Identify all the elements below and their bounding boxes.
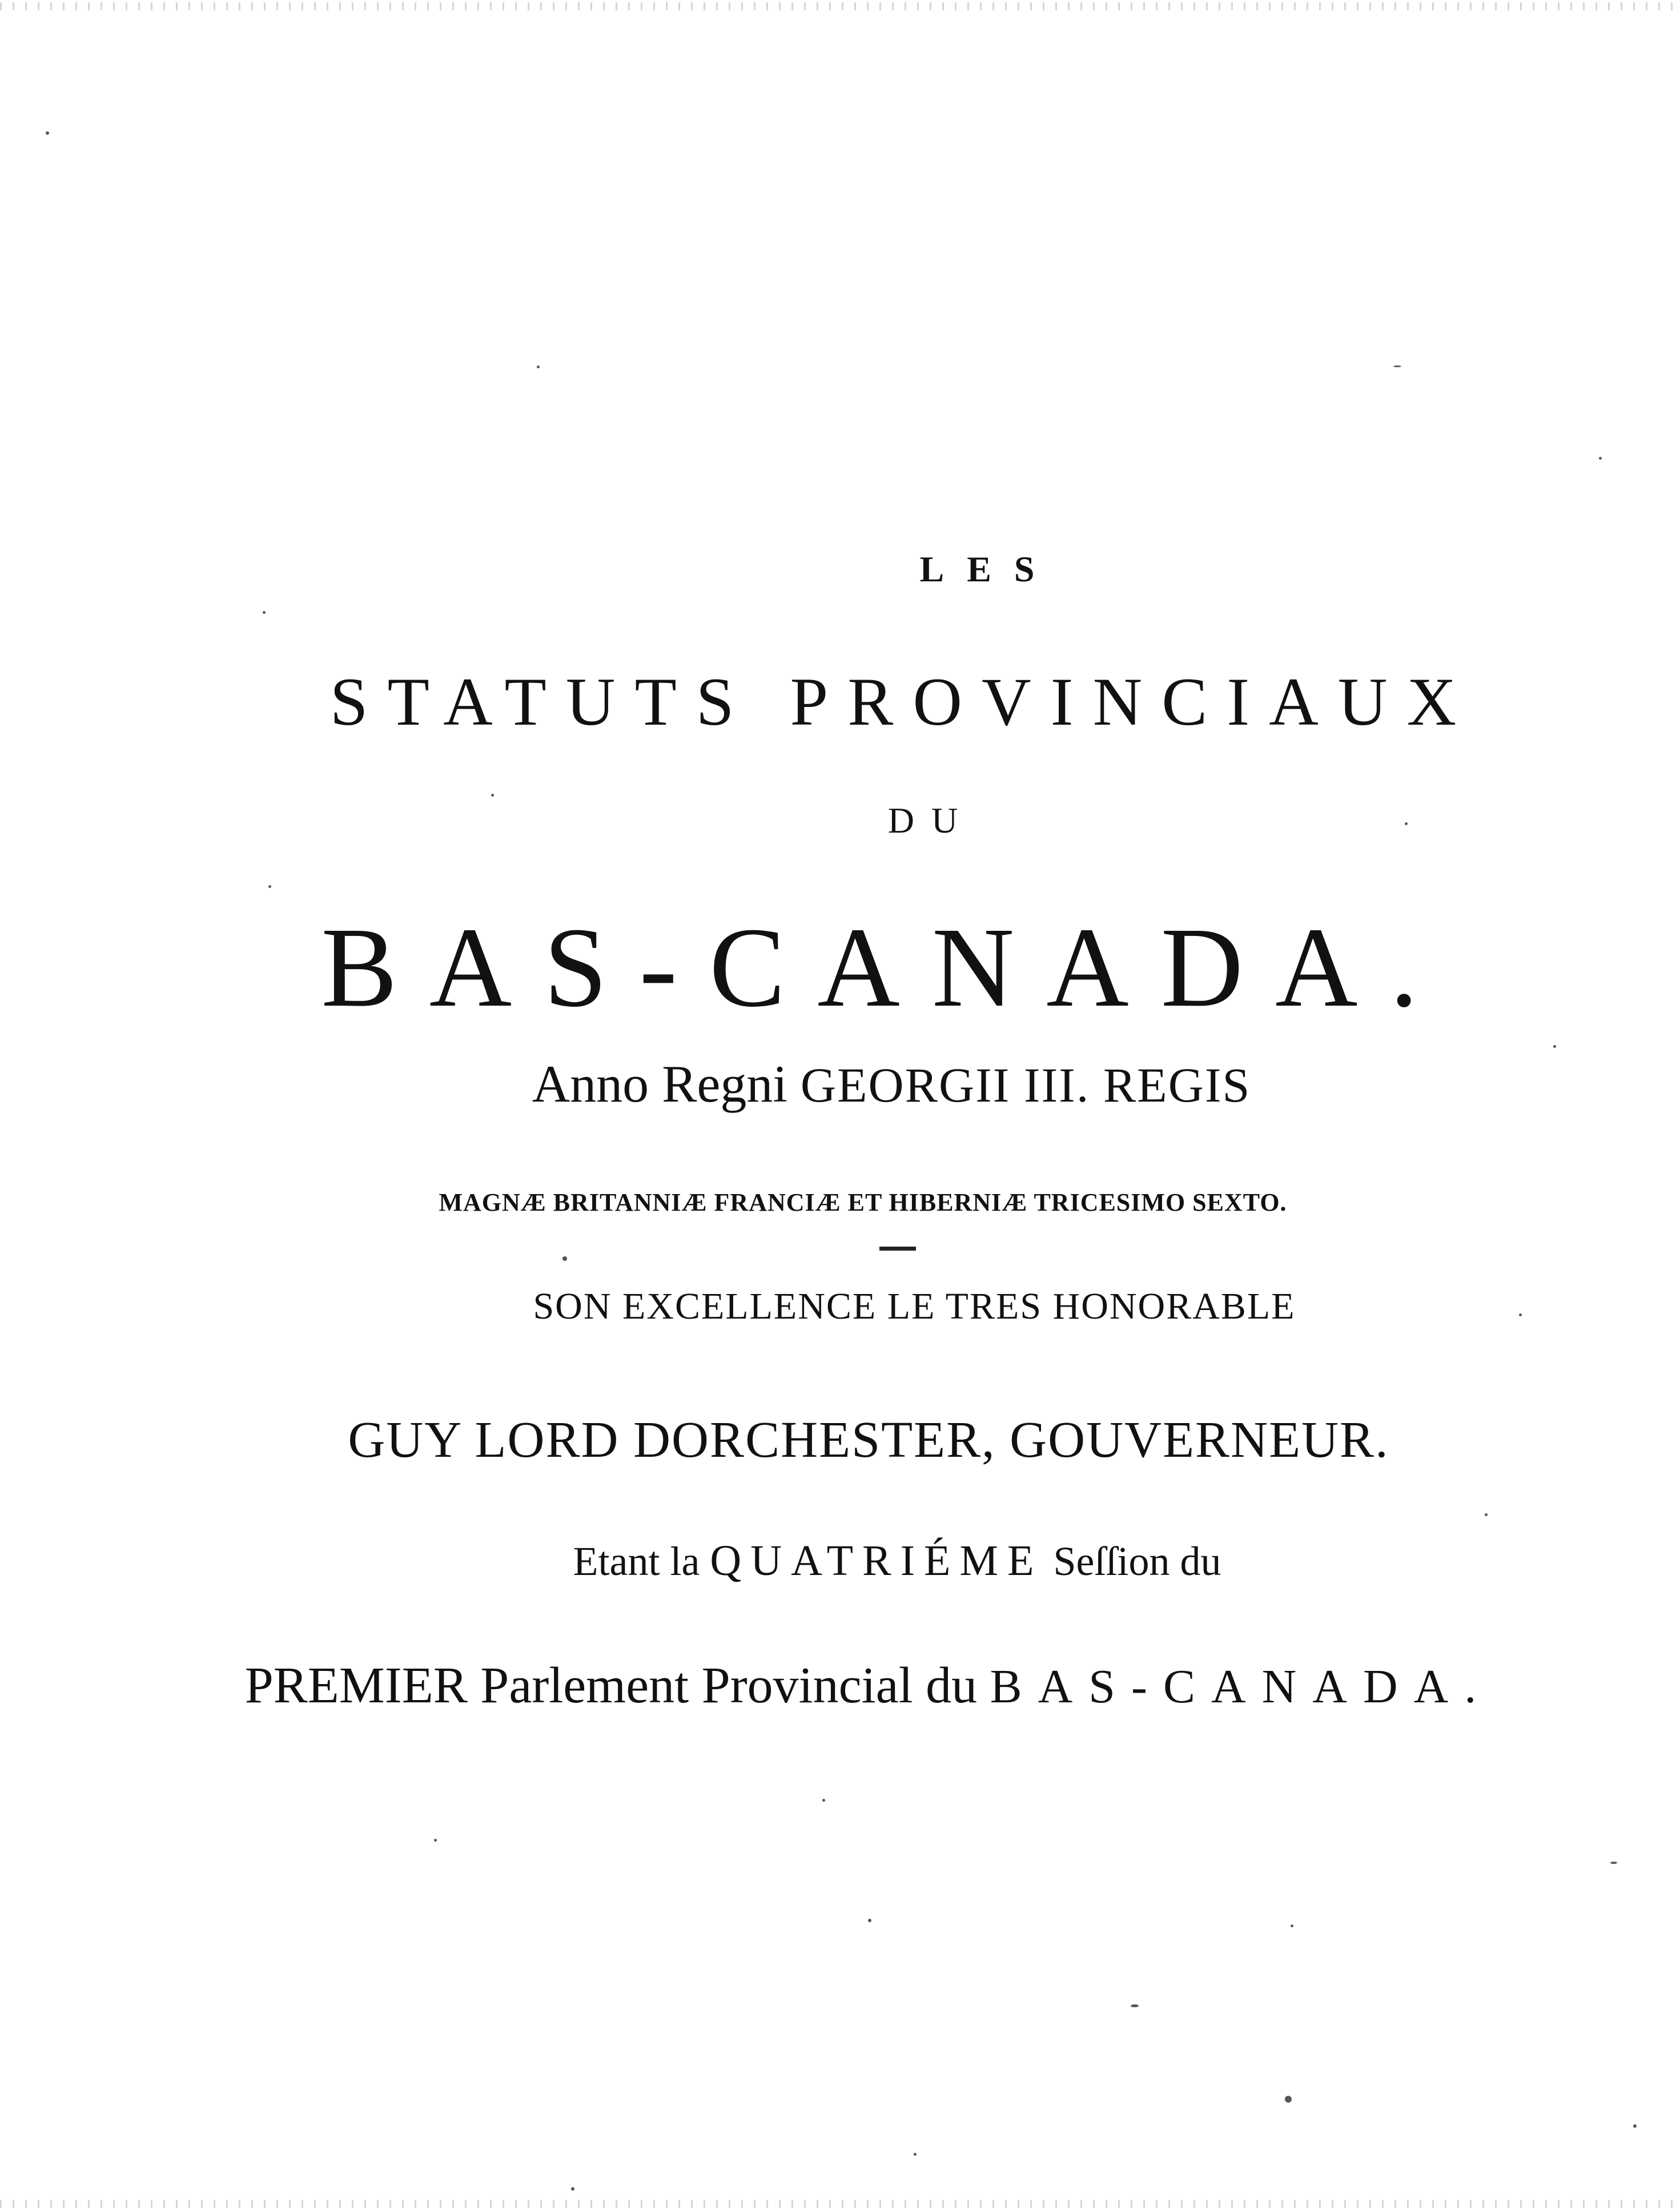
short-rule — [879, 1247, 916, 1251]
scan-speck — [1519, 1313, 1522, 1316]
scan-speck — [868, 1919, 871, 1922]
etant-quatrieme: QUATRIÉME — [710, 1537, 1043, 1585]
scan-speck — [268, 885, 271, 888]
scan-speck — [1633, 2124, 1637, 2128]
scan-speck — [1285, 2096, 1292, 2103]
title-statuts-provinciaux: STATUTS PROVINCIAUX — [329, 664, 1476, 740]
magnae-britanniae-line: MAGNÆ BRITANNIÆ FRANCIÆ ET HIBERNIÆ TRICESIMO SEXTO. — [439, 1188, 1287, 1216]
premier-prefix: PREMIER Parlement Provincial du — [244, 1657, 978, 1714]
scan-speck — [46, 131, 49, 135]
scan-speck — [1485, 1513, 1488, 1516]
scan-speck — [1393, 365, 1401, 367]
etant-suffix: Seſſion du — [1053, 1538, 1221, 1584]
scan-speck — [1553, 1045, 1556, 1048]
scan-speck — [434, 1839, 437, 1842]
title-du: DU — [887, 800, 975, 841]
anno-regni-line — [0, 1054, 1680, 1114]
anno-regni-caps: GEORGII III. REGIS — [800, 1058, 1251, 1112]
scan-noise-top — [0, 2, 1680, 10]
guy-lord-dorchester-line: GUY LORD DORCHESTER, GOUVERNEUR. — [348, 1412, 1389, 1468]
scan-speck — [822, 1799, 825, 1802]
scan-speck — [491, 794, 494, 797]
son-excellence-line: SON EXCELLENCE LE TRES HONORABLE — [533, 1285, 1296, 1327]
scan-speck — [562, 1256, 567, 1261]
scan-speck — [571, 2187, 574, 2191]
scan-speck — [914, 2153, 917, 2156]
scan-speck — [1131, 2004, 1139, 2007]
scan-speck — [1291, 1924, 1293, 1927]
title-bas-canada: BAS-CANADA. — [321, 905, 1450, 1031]
scan-noise-bottom — [0, 2200, 1680, 2208]
title-les: LES — [919, 549, 1058, 589]
anno-regni-prefix: Anno Regni — [532, 1055, 787, 1113]
scan-speck — [1405, 822, 1408, 825]
premier-parlement-line — [0, 1656, 1680, 1715]
scan-speck — [537, 365, 540, 368]
scan-speck — [263, 611, 266, 614]
premier-bas-canada: BAS-CANADA. — [990, 1660, 1493, 1713]
scan-speck — [1599, 457, 1602, 460]
scan-speck — [1610, 1862, 1617, 1864]
etant-prefix: Etant la — [573, 1538, 700, 1584]
etant-line — [0, 1536, 1680, 1586]
